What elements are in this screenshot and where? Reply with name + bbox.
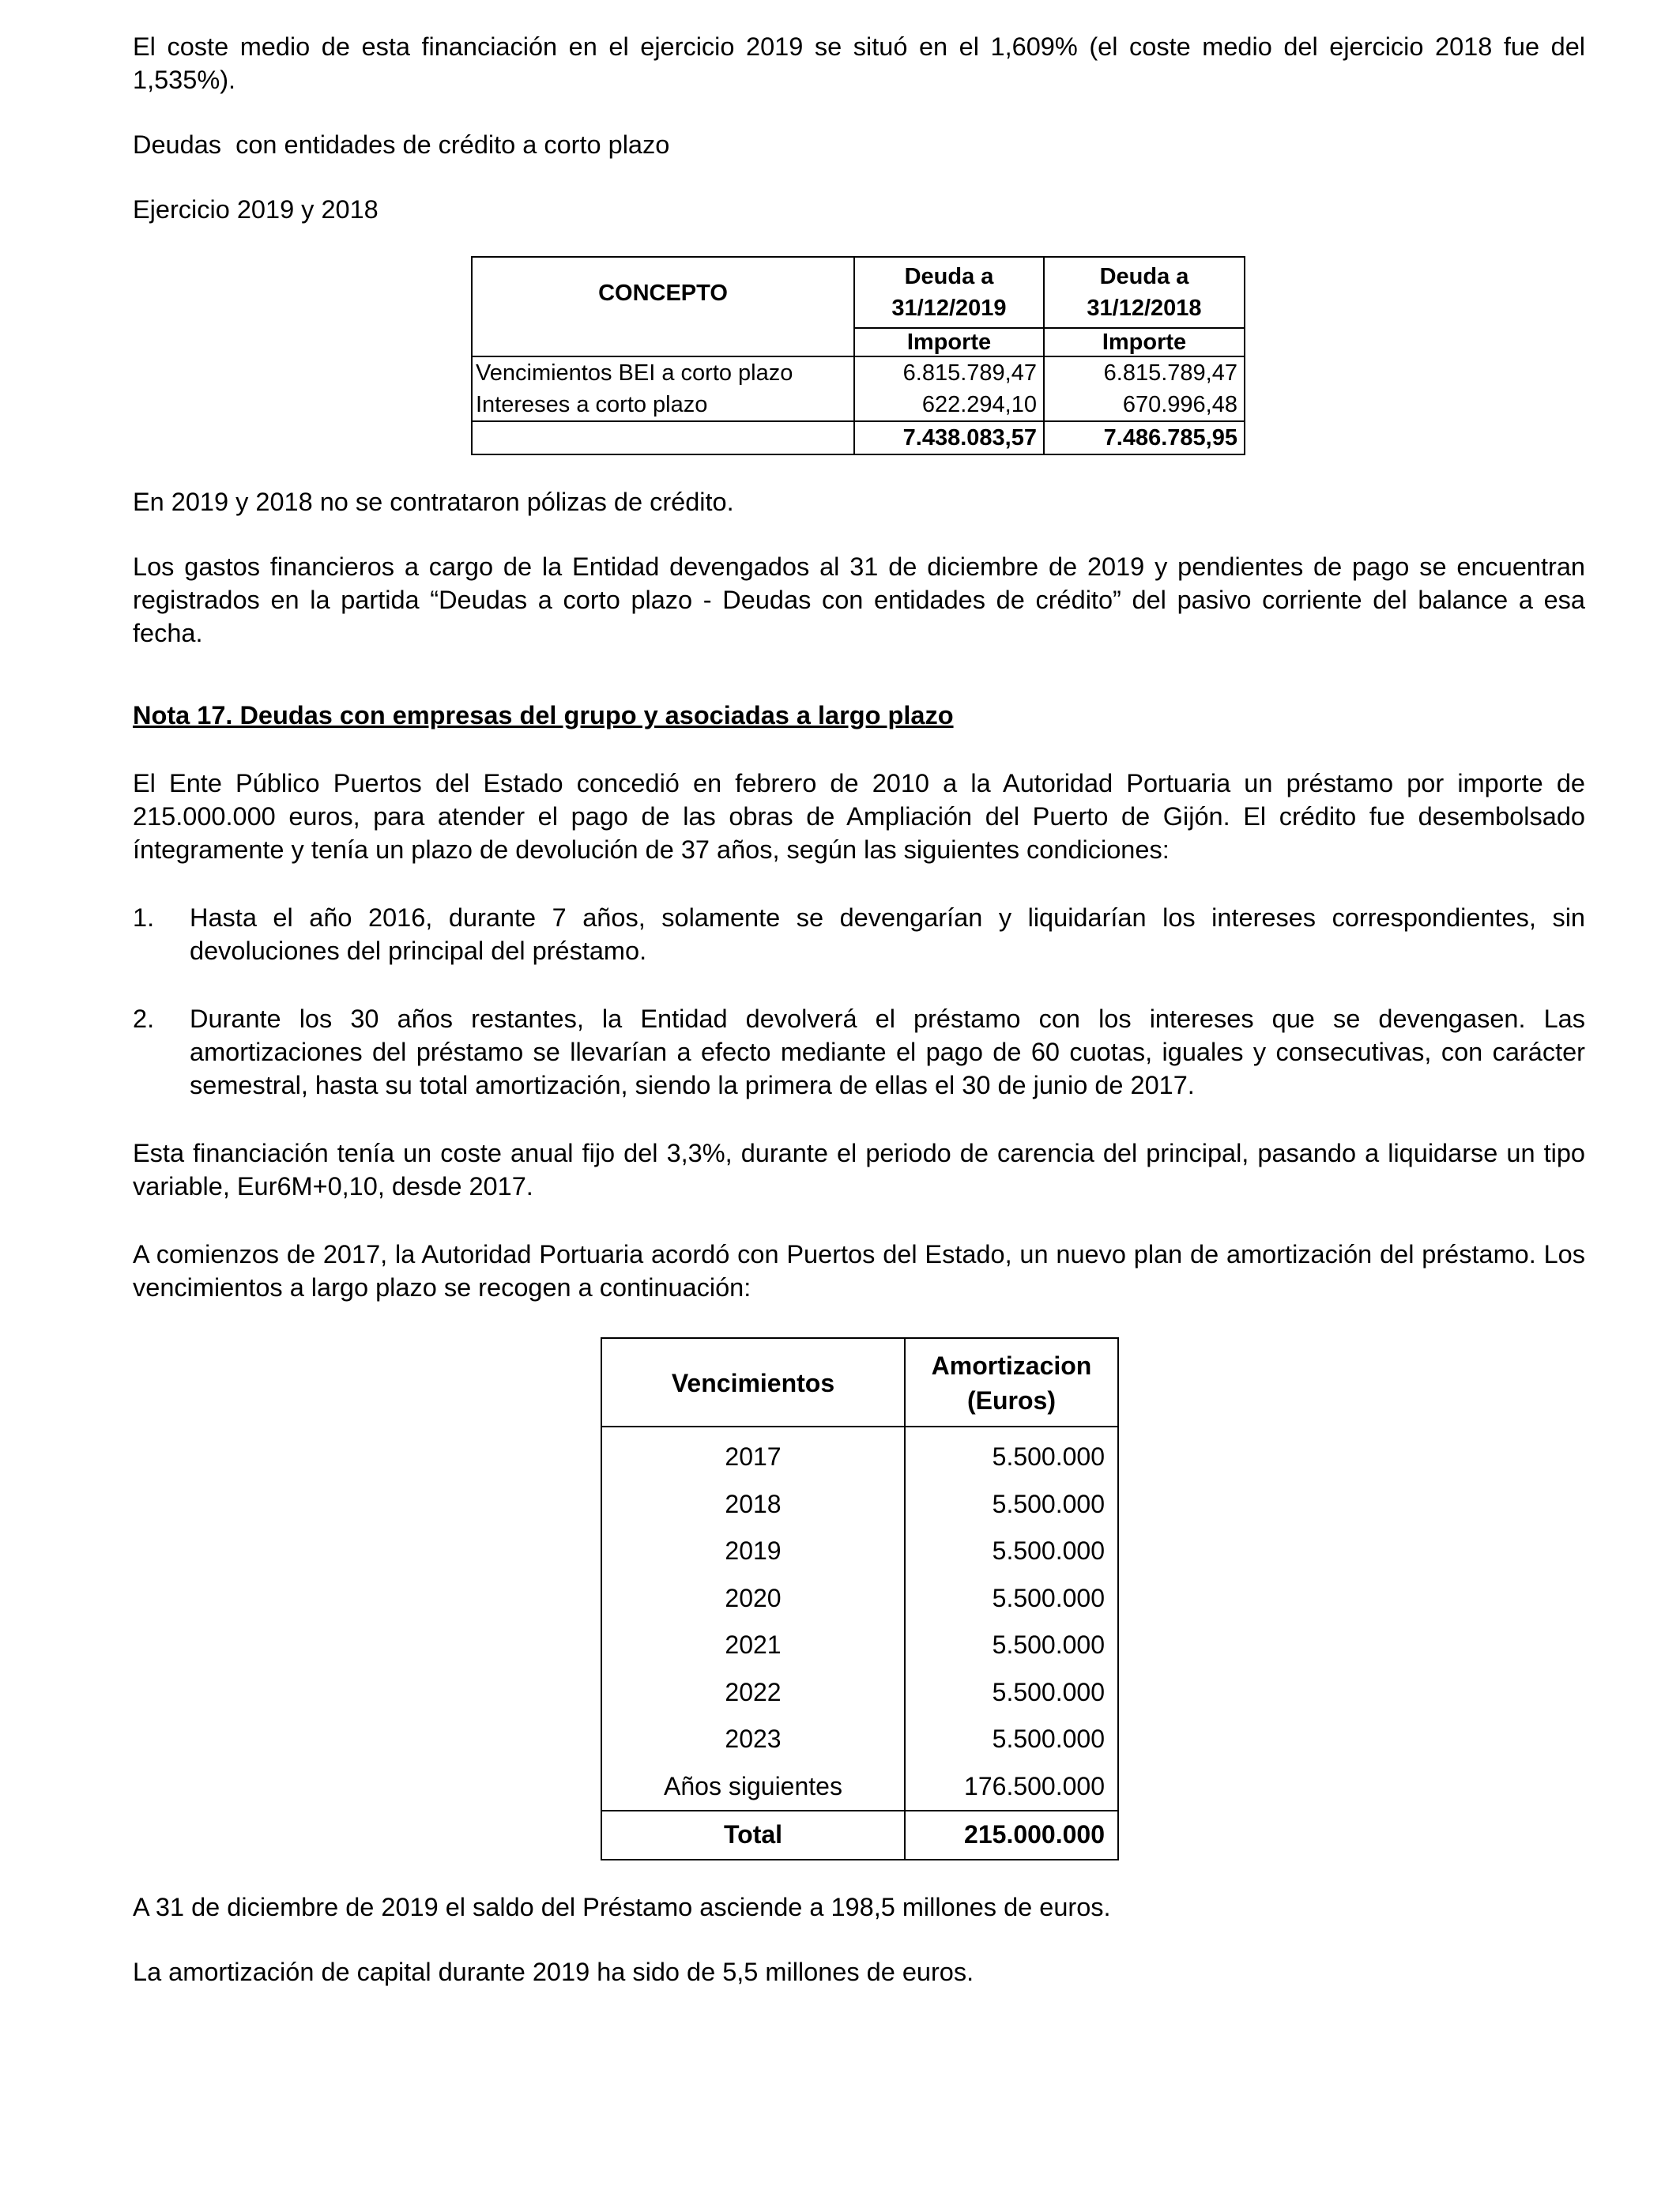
year-cell: 2018 — [601, 1481, 905, 1529]
paragraph-saldo: A 31 de diciembre de 2019 el saldo del Préstamo asciende a 198,5 millones de euros. — [133, 1892, 1111, 1921]
row-value-2018: 6.815.789,47 — [1044, 356, 1245, 389]
table-row — [601, 1575, 1118, 1623]
row-value-2019: 622.294,10 — [854, 389, 1044, 421]
total-2019: 7.438.083,57 — [854, 421, 1044, 454]
amount-cell: 5.500.000 — [905, 1427, 1118, 1481]
table-total-row — [472, 421, 1245, 454]
table-row — [472, 389, 1245, 421]
row-value-2018: 670.996,48 — [1044, 389, 1245, 421]
table-row — [601, 1481, 1118, 1529]
year-cell: 2020 — [601, 1575, 905, 1623]
year-cell: 2021 — [601, 1622, 905, 1669]
section-heading-nota-17: Nota 17. Deudas con empresas del grupo y asociadas a largo plazo — [133, 701, 954, 729]
importe-2019-header: Importe — [854, 328, 1044, 356]
paragraph-prestamo: El Ente Público Puertos del Estado concedió en febrero de 2010 a la Autoridad Portuaria un préstamo por importe de 215.000.000 euros, para atender el pago de las obras de Ampliación del Puerto de Gijón. El crédito fue desembolsado íntegramente y tenía un plazo de devolución de 37 años, según las siguientes condiciones: — [133, 769, 1585, 864]
year-cell: 2017 — [601, 1427, 905, 1481]
concepto-header: CONCEPTO — [472, 257, 854, 328]
paragraph-nuevo-plan: A comienzos de 2017, la Autoridad Portuaria acordó con Puertos del Estado, un nuevo plan de amortización del préstamo. Los vencimientos a largo plazo se recogen a continuación: — [133, 1240, 1585, 1302]
document-page — [133, 30, 1585, 1989]
year-cell: 2022 — [601, 1669, 905, 1717]
table-row — [601, 1528, 1118, 1575]
amortization-table — [601, 1337, 1119, 1860]
amount-cell: 5.500.000 — [905, 1716, 1118, 1763]
short-term-debt-table — [471, 256, 1245, 455]
paragraph-deudas-corto-plazo: Deudas con entidades de crédito a corto plazo — [133, 130, 670, 159]
vencimientos-header: Vencimientos — [601, 1338, 905, 1427]
table-row — [601, 1669, 1118, 1717]
row-label: Intereses a corto plazo — [472, 389, 854, 421]
list-item — [133, 1002, 1585, 1102]
paragraph-coste-medio: El coste medio de esta financiación en el ejercicio 2019 se situó en el 1,609% (el coste medio del ejercicio 2018 fue del 1,535%). — [133, 32, 1585, 94]
paragraph-coste-anual: Esta financiación tenía un coste anual fijo del 3,3%, durante el periodo de carencia del principal, pasando a liquidarse un tipo variable, Eur6M+0,10, desde 2017. — [133, 1139, 1585, 1201]
year-cell: 2019 — [601, 1528, 905, 1575]
row-label: Vencimientos BEI a corto plazo — [472, 356, 854, 389]
paragraph-amortizacion-capital: La amortización de capital durante 2019 ha sido de 5,5 millones de euros. — [133, 1957, 974, 1986]
amount-cell: 5.500.000 — [905, 1528, 1118, 1575]
total-2018: 7.486.785,95 — [1044, 421, 1245, 454]
importe-2018-header: Importe — [1044, 328, 1245, 356]
total-value: 215.000.000 — [905, 1811, 1118, 1860]
col-2019-header-line1: Deuda a — [854, 257, 1044, 292]
list-text: Durante los 30 años restantes, la Entidad devolverá el préstamo con los intereses que se devengasen. Las amortizaciones del préstamo se llevarían a efecto mediante el pago de 60 cuotas, iguales y consecutivas, con carácter semestral, hasta su total amortización, siendo la primera de ellas el 30 de junio de 2017. — [190, 1005, 1585, 1099]
amortizacion-header-line1: Amortizacion — [931, 1351, 1092, 1380]
amount-cell: 176.500.000 — [905, 1763, 1118, 1811]
paragraph-polizas: En 2019 y 2018 no se contrataron pólizas de crédito. — [133, 488, 734, 516]
list-item — [133, 901, 1585, 967]
paragraph-ejercicio: Ejercicio 2019 y 2018 — [133, 195, 379, 224]
amortizacion-header-line2: (Euros) — [967, 1386, 1056, 1415]
table-row — [601, 1716, 1118, 1763]
year-cell: 2023 — [601, 1716, 905, 1763]
row-value-2019: 6.815.789,47 — [854, 356, 1044, 389]
total-label: Total — [601, 1811, 905, 1860]
list-number: 2. — [133, 1005, 155, 1033]
amount-cell: 5.500.000 — [905, 1622, 1118, 1669]
amount-cell: 5.500.000 — [905, 1669, 1118, 1717]
table-header-row — [601, 1338, 1118, 1427]
amount-cell: 5.500.000 — [905, 1481, 1118, 1529]
list-number: 1. — [133, 903, 155, 932]
amount-cell: 5.500.000 — [905, 1575, 1118, 1623]
table-row — [601, 1763, 1118, 1811]
amortizacion-header — [905, 1338, 1118, 1427]
col-2018-header-line1: Deuda a — [1044, 257, 1245, 292]
col-2019-header-line2: 31/12/2019 — [854, 292, 1044, 328]
table-row — [601, 1427, 1118, 1481]
table-row — [601, 1622, 1118, 1669]
table-row — [472, 356, 1245, 389]
paragraph-gastos-financieros: Los gastos financieros a cargo de la Entidad devengados al 31 de diciembre de 2019 y pendientes de pago se encuentran registrados en la partida “Deudas a corto plazo - Deudas con entidades de crédito” del pasivo corriente del balance a esa fecha. — [133, 552, 1585, 647]
list-text: Hasta el año 2016, durante 7 años, solamente se devengarían y liquidarían los intereses correspondientes, sin devoluciones del principal del préstamo. — [190, 903, 1585, 965]
table-total-row — [601, 1811, 1118, 1860]
col-2018-header-line2: 31/12/2018 — [1044, 292, 1245, 328]
year-cell: Años siguientes — [601, 1763, 905, 1811]
